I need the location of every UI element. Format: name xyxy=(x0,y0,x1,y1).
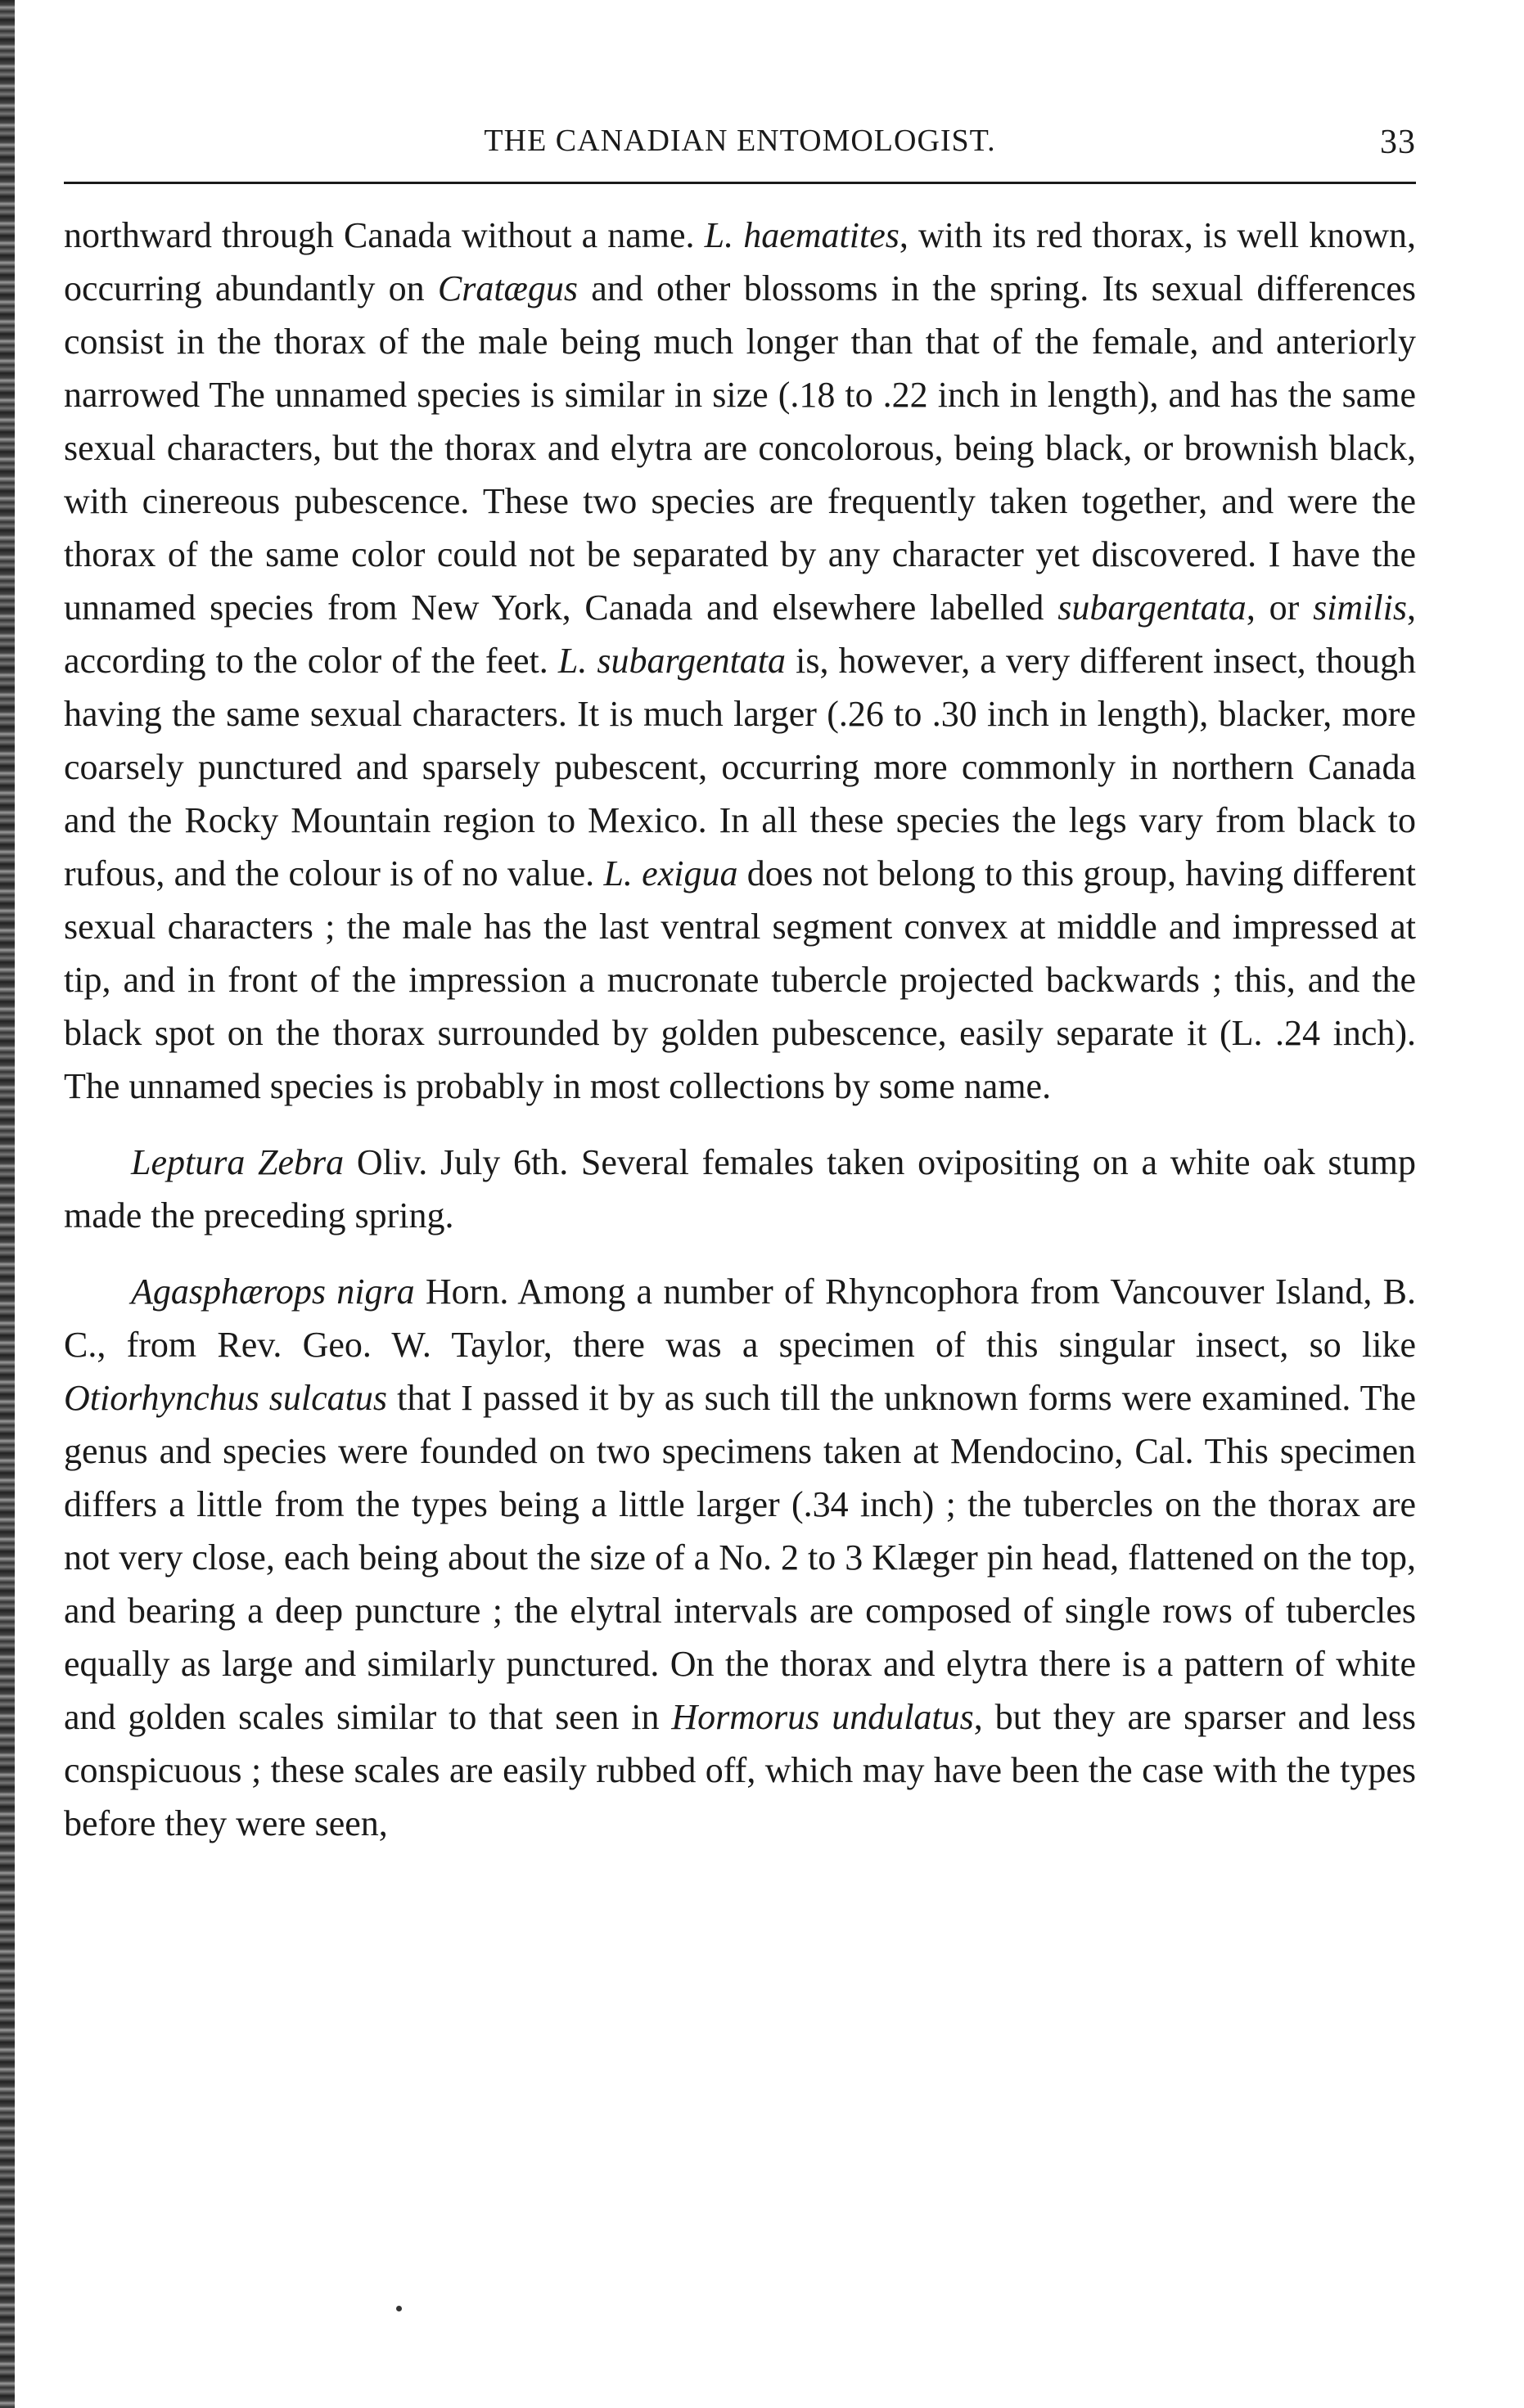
ink-speck xyxy=(396,2306,402,2311)
text-run: northward through Canada without a name. xyxy=(64,215,705,255)
species-name: L. subargentata xyxy=(557,641,787,681)
text-run: , with its red thorax, is well known, occurring abundantly on xyxy=(64,215,1416,308)
species-name: subargentata xyxy=(1057,587,1247,628)
text-run: and other blossoms in the spring. Its sexual differences consist in the thorax of the male being much longer than that of the female, and anteriorly narrowed The unnamed species is similar in size (.18 to .22 inch in length), and has the same sexual characters, but the thorax and elytra are concolorous, being black, or brownish black, with cinereous pubescence. These two species are frequently taken together, and were the thorax of the same color could not be separated by any character yet discovered. I have the unnamed species from New York, Canada and elsewhere labelled xyxy=(64,268,1416,628)
text-run: Oliv. July 6th. Several females taken ovipositing on a white oak stump made the preceding spring. xyxy=(64,1142,1416,1236)
paragraph-continuation xyxy=(64,209,1416,1113)
journal-title: THE CANADIAN ENTOMOLOGIST. xyxy=(484,124,996,158)
running-head xyxy=(64,123,1416,172)
page xyxy=(64,123,1416,1850)
text-run: that I passed it by as such till the unknown forms were examined. The genus and species were founded on two specimens taken at Mendocino, Cal. This specimen differs a little from the types being a little larger (.34 inch) ; the tubercles on the thorax are not very close, each being about the size of a No. 2 to 3 Klæger pin head, flattened on the top, and bearing a deep puncture ; the elytral intervals are composed of single rows of tubercles equally as large and similarly punctured. On the thorax and elytra there is a pattern of white and golden scales similar to that seen in xyxy=(64,1378,1417,1737)
text-run: Horn. Among a number of Rhyncophora from Vancouver Island, B. C., from Rev. Geo. W. Taylor, there was a specimen of this singular insect, so like xyxy=(64,1272,1416,1365)
text-run: does not belong to this group, having different sexual characters ; the male has the last ventral segment convex at middle and impressed at tip, and in front of the impression a mucronate tubercle projected backwards ; this, and the black spot on the thorax surrounded by golden pubescence, easily separate it (L. .24 inch). The unnamed species is probably in most collections by some name. xyxy=(64,853,1416,1106)
species-name: Hormorus undulatus xyxy=(671,1697,974,1737)
species-name: L. haematites xyxy=(704,215,900,255)
text-run: , according to the color of the feet. xyxy=(64,587,1416,681)
paragraph-leptura-zebra xyxy=(64,1136,1416,1242)
text-run: is, however, a very different insect, though having the same sexual characters. It is much larger (.26 to .30 inch in length), blacker, more coarsely punctured and sparsely pubescent, occurring more commonly in northern Canada and the Rocky Mountain region to Mexico. In all these species the legs vary from black to rufous, and the colour is of no value. xyxy=(64,641,1417,893)
text-run: , but they are sparser and less conspicuous ; these scales are easily rubbed off, which may have been the case with the types before they were seen, xyxy=(64,1697,1417,1843)
genus-name: Cratægus xyxy=(437,268,579,308)
species-name: L. exigua xyxy=(603,853,738,893)
header-rule xyxy=(64,182,1416,184)
page-number: 33 xyxy=(1380,124,1416,161)
species-name: Otiorhynchus sulcatus xyxy=(64,1378,388,1418)
species-name: Leptura Zebra xyxy=(131,1142,345,1182)
species-name: Agasphærops nigra xyxy=(131,1272,415,1312)
text-run: , or xyxy=(1246,587,1314,628)
species-name: similis xyxy=(1313,587,1407,628)
paragraph-agasphaerops-nigra xyxy=(64,1265,1416,1850)
book-spine-edge xyxy=(0,0,15,2408)
